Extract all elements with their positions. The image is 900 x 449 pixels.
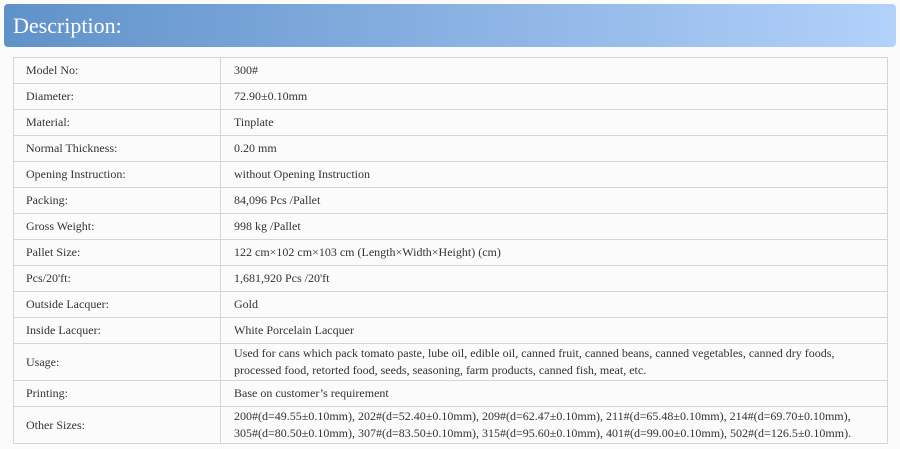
row-value: 998 kg /Pallet <box>221 214 888 240</box>
row-label: Model No: <box>14 58 221 84</box>
row-value: Gold <box>221 292 888 318</box>
row-value: 72.90±0.10mm <box>221 84 888 110</box>
row-value <box>221 344 888 381</box>
row-value: without Opening Instruction <box>221 162 888 188</box>
row-value <box>221 407 888 444</box>
row-label: Diameter: <box>14 84 221 110</box>
table-row <box>14 84 888 110</box>
table-row <box>14 344 888 381</box>
table-row <box>14 266 888 292</box>
table-row <box>14 58 888 84</box>
other-sizes-line: 200#(d=49.55±0.10mm), 202#(d=52.40±0.10mm), 209#(d=62.47±0.10mm), 211#(d=65.48±0.10mm), 214#(d=69.70±0.10mm), <box>234 409 851 423</box>
spec-table <box>13 57 888 444</box>
table-row <box>14 188 888 214</box>
row-value: Tinplate <box>221 110 888 136</box>
row-label: Packing: <box>14 188 221 214</box>
description-header <box>4 4 896 47</box>
table-row <box>14 407 888 444</box>
table-row <box>14 110 888 136</box>
row-label: Opening Instruction: <box>14 162 221 188</box>
row-value: Base on customer’s requirement <box>221 381 888 407</box>
table-row <box>14 240 888 266</box>
table-row <box>14 162 888 188</box>
table-row <box>14 318 888 344</box>
row-label: Other Sizes: <box>14 407 221 444</box>
row-label: Inside Lacquer: <box>14 318 221 344</box>
table-row <box>14 136 888 162</box>
row-value: 84,096 Pcs /Pallet <box>221 188 888 214</box>
row-label: Normal Thickness: <box>14 136 221 162</box>
row-value: 1,681,920 Pcs /20'ft <box>221 266 888 292</box>
row-value: 0.20 mm <box>221 136 888 162</box>
row-label: Gross Weight: <box>14 214 221 240</box>
row-label: Outside Lacquer: <box>14 292 221 318</box>
section-title: Description: <box>13 13 122 38</box>
row-label: Material: <box>14 110 221 136</box>
table-row <box>14 292 888 318</box>
row-value: 122 cm×102 cm×103 cm (Length×Width×Height) (cm) <box>221 240 888 266</box>
usage-line: processed food, retorted food, seeds, seasoning, farm products, canned fish, meat, etc. <box>234 363 647 377</box>
other-sizes-line: 305#(d=80.50±0.10mm), 307#(d=83.50±0.10mm), 315#(d=95.60±0.10mm), 401#(d=99.00±0.10mm), 502#(d=126.5±0.10mm). <box>234 426 852 440</box>
row-label: Usage: <box>14 344 221 381</box>
row-label: Pcs/20'ft: <box>14 266 221 292</box>
table-row <box>14 214 888 240</box>
usage-line: Used for cans which pack tomato paste, lube oil, edible oil, canned fruit, canned beans, canned vegetables, canned dry foods, <box>234 346 835 360</box>
row-label: Printing: <box>14 381 221 407</box>
row-value: 300# <box>221 58 888 84</box>
table-row <box>14 381 888 407</box>
row-value: White Porcelain Lacquer <box>221 318 888 344</box>
row-label: Pallet Size: <box>14 240 221 266</box>
